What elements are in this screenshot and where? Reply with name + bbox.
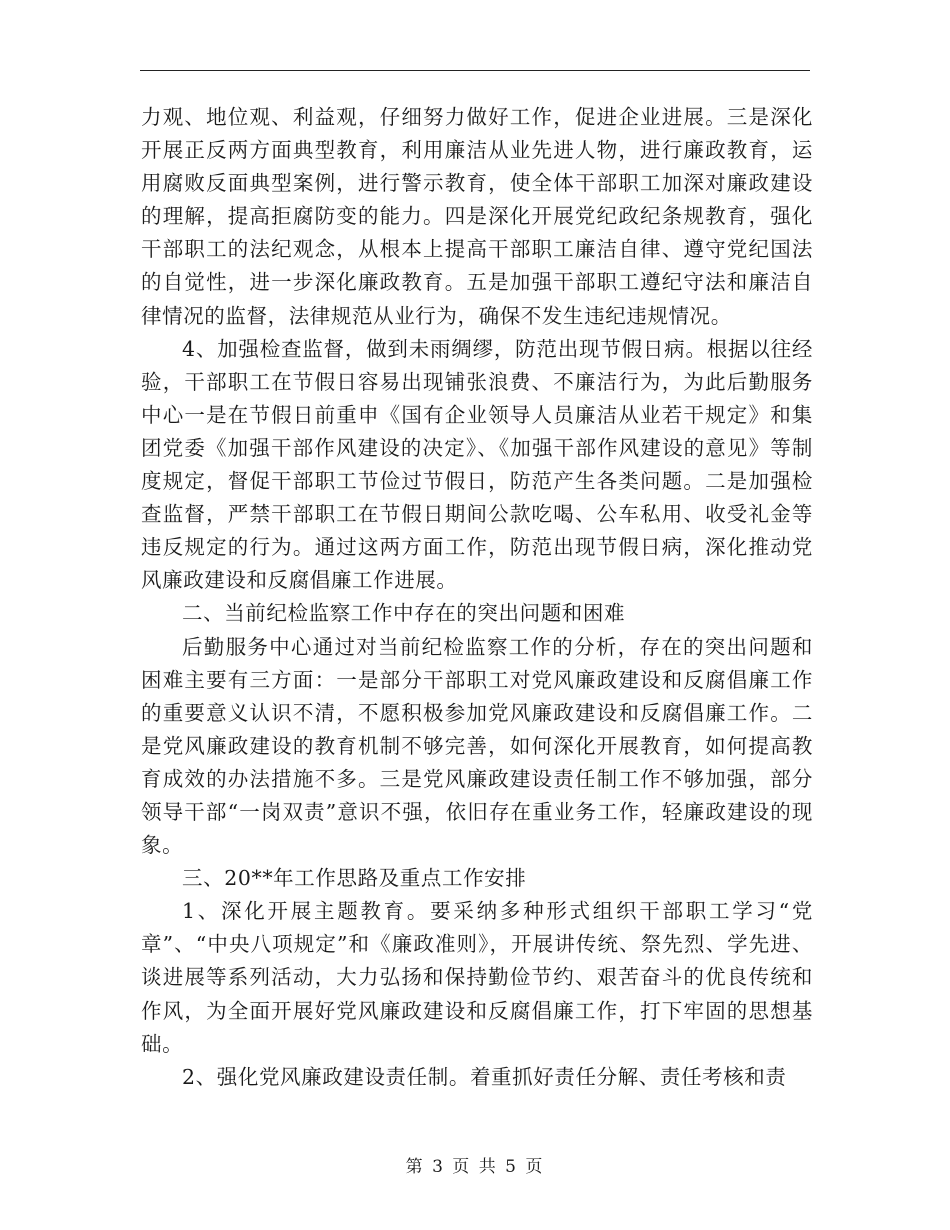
paragraph-1: 力观、地位观、利益观，仔细努力做好工作，促进企业进展。三是深化开展正反两方面典型教育，利用廉洁从业先进人物，进行廉政教育，运用腐败反面典型案例，进行警示教育，使全体干部职工加深对廉政建设的理解，提高拒腐防变的能力。四是深化开展党纪政纪条规教育，强化干部职工的法纪观念，从根本上提高干部职工廉洁自律、遵守党纪国法的自觉性，进一步深化廉政教育。五是加强干部职工遵纪守法和廉洁自律情况的监督，法律规范从业行为，确保不发生违纪违规情况。: [141, 105, 813, 328]
paragraph-5: 2、强化党风廉政建设责任制。着重抓好责任分解、责任考核和责: [182, 1064, 787, 1089]
page-number-footer: 第 3 页 共 5 页: [405, 1157, 545, 1177]
section-heading-3: 三、20**年工作思路及重点工作安排: [182, 866, 527, 891]
section-heading-2: 二、当前纪检监察工作中存在的突出问题和困难: [182, 601, 626, 626]
paragraph-3: 后勤服务中心通过对当前纪检监察工作的分析，存在的突出问题和困难主要有三方面：一是部分干部职工对党风廉政建设和反腐倡廉工作的重要意义认识不清，不愿积极参加党风廉政建设和反腐倡廉工作。二是党风廉政建设的教育机制不够完善，如何深化开展教育，如何提高教育成效的办法措施不多。三是党风廉政建设责任制工作不够加强，部分领导干部“一岗双责”意识不强，依旧存在重业务工作，轻廉政建设的现象。: [141, 634, 813, 858]
paragraph-2: 4、加强检查监督，做到未雨绸缪，防范出现节假日病。根据以往经验，干部职工在节假日容易出现铺张浪费、不廉洁行为，为此后勤服务中心一是在节假日前重申《国有企业领导人员廉洁从业若干规定》和集团党委《加强干部作风建设的决定》、《加强干部作风建设的意见》等制度规定，督促干部职工节俭过节假日，防范产生各类问题。二是加强检查监督，严禁干部职工在节假日期间公款吃喝、公车私用、收受礼金等违反规定的行为。通过这两方面工作，防范出现节假日病，深化推动党风廉政建设和反腐倡廉工作进展。: [141, 336, 813, 593]
paragraph-4: 1、深化开展主题教育。要采纳多种形式组织干部职工学习“党章”、“中央八项规定”和《廉政准则》，开展讲传统、祭先烈、学先进、谈进展等系列活动，大力弘扬和保持勤俭节约、艰苦奋斗的优良传统和作风，为全面开展好党风廉政建设和反腐倡廉工作，打下牢固的思想基础。: [141, 899, 813, 1056]
document-body: [141, 101, 813, 1094]
header-rule: [140, 70, 810, 71]
